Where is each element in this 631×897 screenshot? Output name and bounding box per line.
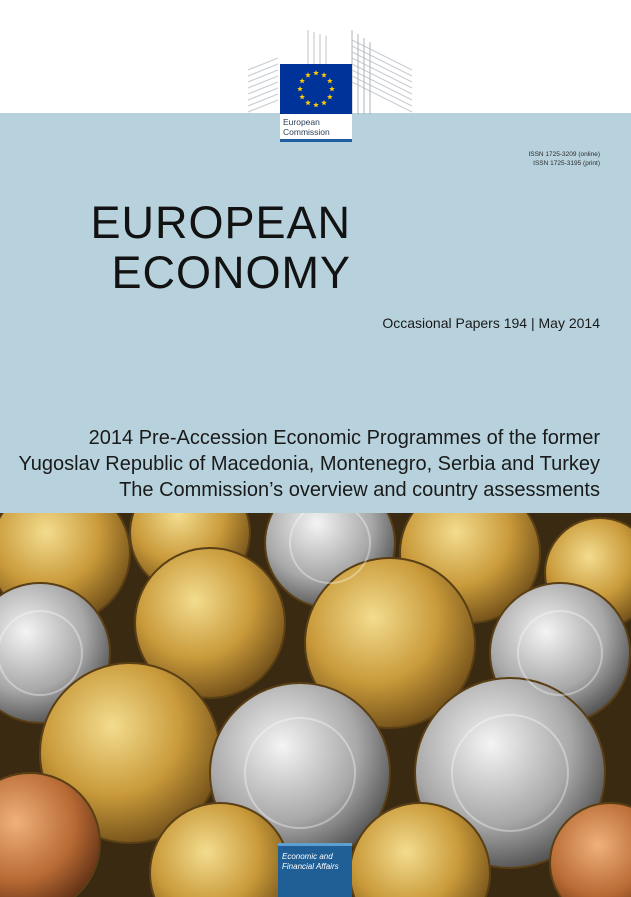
european-commission-logo [248, 30, 412, 148]
coins-illustration [0, 513, 631, 897]
issue-info: Occasional Papers 194 | May 2014 [382, 315, 600, 331]
flag-star-icon [327, 78, 333, 83]
dg-ecfin-label [278, 843, 352, 897]
logo-line-1: European [283, 117, 320, 127]
dg-line-2: Financial Affairs [282, 862, 339, 871]
flag-star-icon [299, 78, 305, 83]
flag-star-icon [329, 86, 335, 91]
issn-online: ISSN 1725-3209 (online) [528, 151, 600, 158]
flag-star-icon [305, 72, 311, 77]
flag-star-icon [321, 100, 327, 105]
flag-star-icon [305, 100, 311, 105]
document-title [19, 425, 600, 503]
series-line-1: EUROPEAN [90, 197, 351, 248]
series-line-2: ECONOMY [111, 247, 351, 298]
flag-star-icon [327, 94, 333, 99]
flag-star-icon [313, 70, 319, 75]
title-line-1: 2014 Pre-Accession Economic Programmes of the former [88, 427, 600, 449]
issn-block [528, 150, 600, 168]
flag-star-icon [321, 72, 327, 77]
title-line-3: The Commission’s overview and country assessments [119, 479, 600, 501]
title-line-2: Yugoslav Republic of Macedonia, Montenegro, Serbia and Turkey [18, 453, 600, 475]
eu-flag [280, 64, 352, 114]
dg-line-1: Economic and [282, 852, 333, 861]
euro-coins-photo [0, 513, 631, 897]
flag-star-icon [299, 94, 305, 99]
flag-star-icon [297, 86, 303, 91]
commission-label [280, 114, 352, 142]
logo-line-2: Commission [283, 127, 330, 137]
issn-print: ISSN 1725-3195 (print) [533, 160, 600, 167]
flag-star-icon [313, 102, 319, 107]
series-title [90, 198, 351, 298]
